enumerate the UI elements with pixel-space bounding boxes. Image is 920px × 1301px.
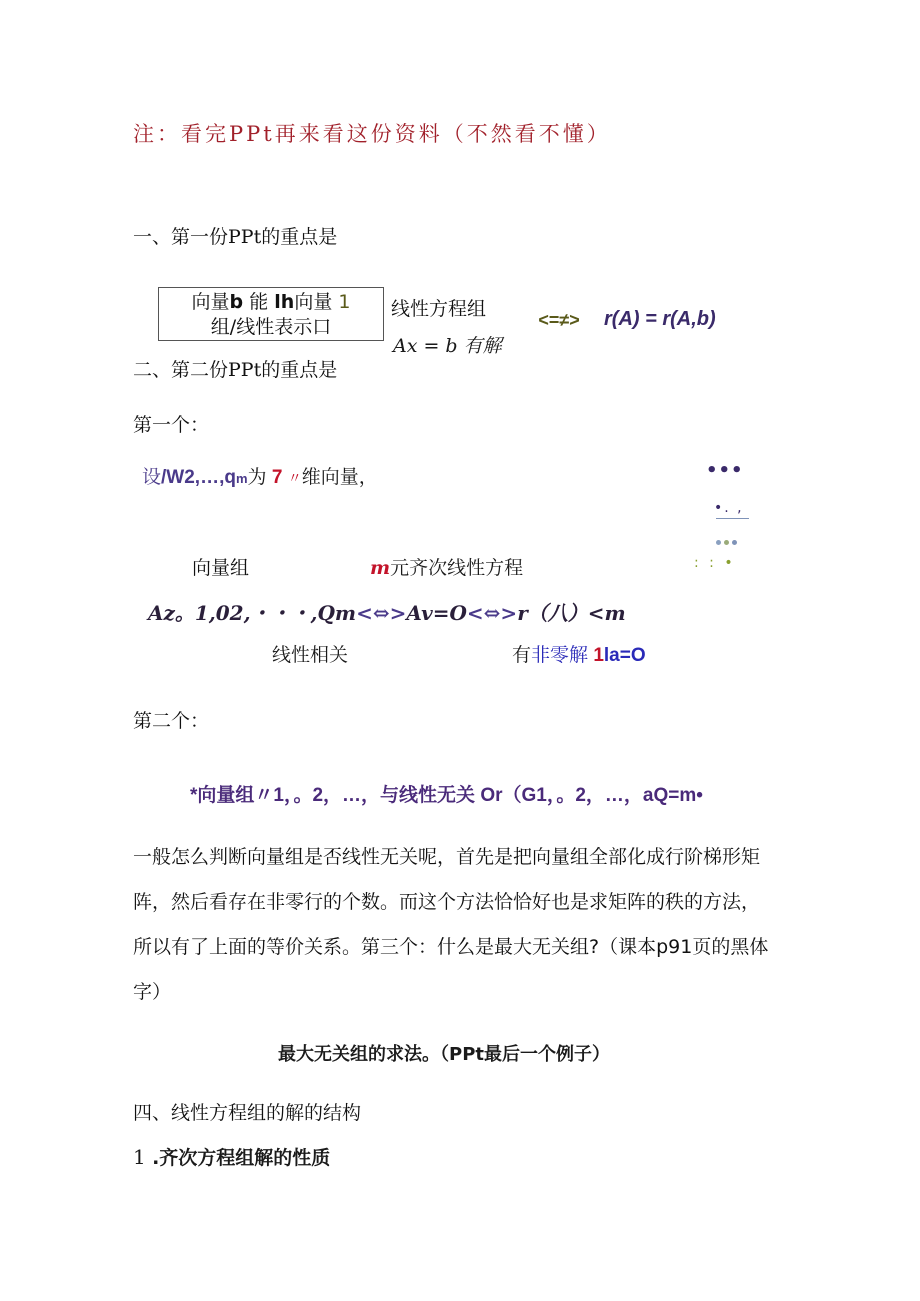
indep-mid: 与线性无关 [380, 785, 476, 806]
item-number: 1 [133, 1145, 146, 1169]
box-b: b [229, 291, 244, 313]
formula-equiv2: <⇔> [466, 601, 518, 625]
box-lh: lh [274, 291, 295, 313]
dot-mark [724, 540, 729, 545]
homogeneous-label [370, 553, 523, 580]
box-text: 向量 [294, 291, 333, 313]
cut-text: Ax = b 有解 [393, 335, 502, 357]
set-slash: 〃 [287, 470, 302, 486]
set-prefix: 设 [142, 467, 162, 488]
explanation-paragraph: 一般怎么判断向量组是否线性无关呢，首先是把向量组全部化成行阶梯形矩阵，然后看存在非零行的个数。而这个方法恰恰好也是求矩阵的秩的方法，所以有了上面的等价关系。第三个：什么是最大无关组?（课本p91页的黑体字） [133, 846, 769, 1003]
box-one: 1 [338, 291, 351, 313]
set-vectors: /W2,…,q [161, 467, 236, 488]
formula-equiv1: <⇔> [356, 601, 407, 625]
dot-mark [732, 540, 737, 545]
boxed-statement [158, 287, 384, 341]
set-suffix: 维向量， [301, 467, 378, 488]
one-text: 1 [593, 645, 604, 666]
set-seven: 7 [271, 467, 283, 488]
box-line1 [159, 290, 383, 315]
dots-row1: ••• [706, 460, 744, 481]
dots-row2: •. , [714, 500, 744, 516]
vector-definition [142, 462, 378, 489]
section1-heading: 一、第一份PPt的重点是 [133, 226, 338, 248]
set-for: 为 [247, 467, 267, 488]
dots-underline [716, 518, 749, 519]
dots-row3 [716, 530, 737, 549]
m-label: m [370, 557, 391, 579]
has-text: 有 [512, 645, 532, 666]
nonzero-text: 非零解 [531, 645, 589, 666]
section4-item [133, 1143, 330, 1170]
first-label: 第一个： [133, 414, 210, 436]
equivalence-formula [148, 597, 626, 626]
independence-statement [190, 780, 703, 807]
note-line: 注：看完PPt再来看这份资料（不然看不懂） [133, 122, 611, 146]
linear-dep-text: 线性相关 [272, 644, 349, 666]
second-label: 第二个： [133, 710, 210, 732]
linear-system-label: 线性方程组 [391, 298, 487, 320]
dots-row4: : : • [694, 555, 736, 571]
section2-heading: 二、第二份PPt的重点是 [133, 359, 338, 381]
box-text: 向量 [191, 291, 230, 313]
nonzero-solution-label [512, 640, 646, 667]
formula-left: Az。1,02,・・・,Qm [148, 601, 357, 625]
max-independent-title: 最大无关组的求法。（PPt最后一个例子） [278, 1044, 610, 1065]
linear-dependent-label [272, 640, 348, 667]
rank-equality: r(A) = r(A,b) [604, 308, 716, 330]
dot-mark [716, 540, 721, 545]
homog-text: 元齐次线性方程 [390, 557, 524, 579]
set-sub: m [235, 471, 248, 486]
equivalence-symbol: <=≠> [538, 310, 580, 330]
item-text: .齐次方程组解的性质 [152, 1147, 331, 1169]
vector-group-label: 向量组 [192, 557, 250, 579]
box-line2: 组/线性表示口 [210, 316, 332, 338]
indep-prefix: *向量组〃1，。2，…， [190, 785, 381, 806]
section4-heading: 四、线性方程组的解的结构 [133, 1102, 362, 1124]
box-text: 能 [249, 291, 269, 313]
formula-right: r（八）<m [517, 601, 626, 625]
indep-suffix: Or（G1，。2，…，aQ=m• [480, 785, 703, 806]
formula-mid: Av=O [406, 601, 467, 625]
la-eq-text: la=O [603, 645, 646, 666]
